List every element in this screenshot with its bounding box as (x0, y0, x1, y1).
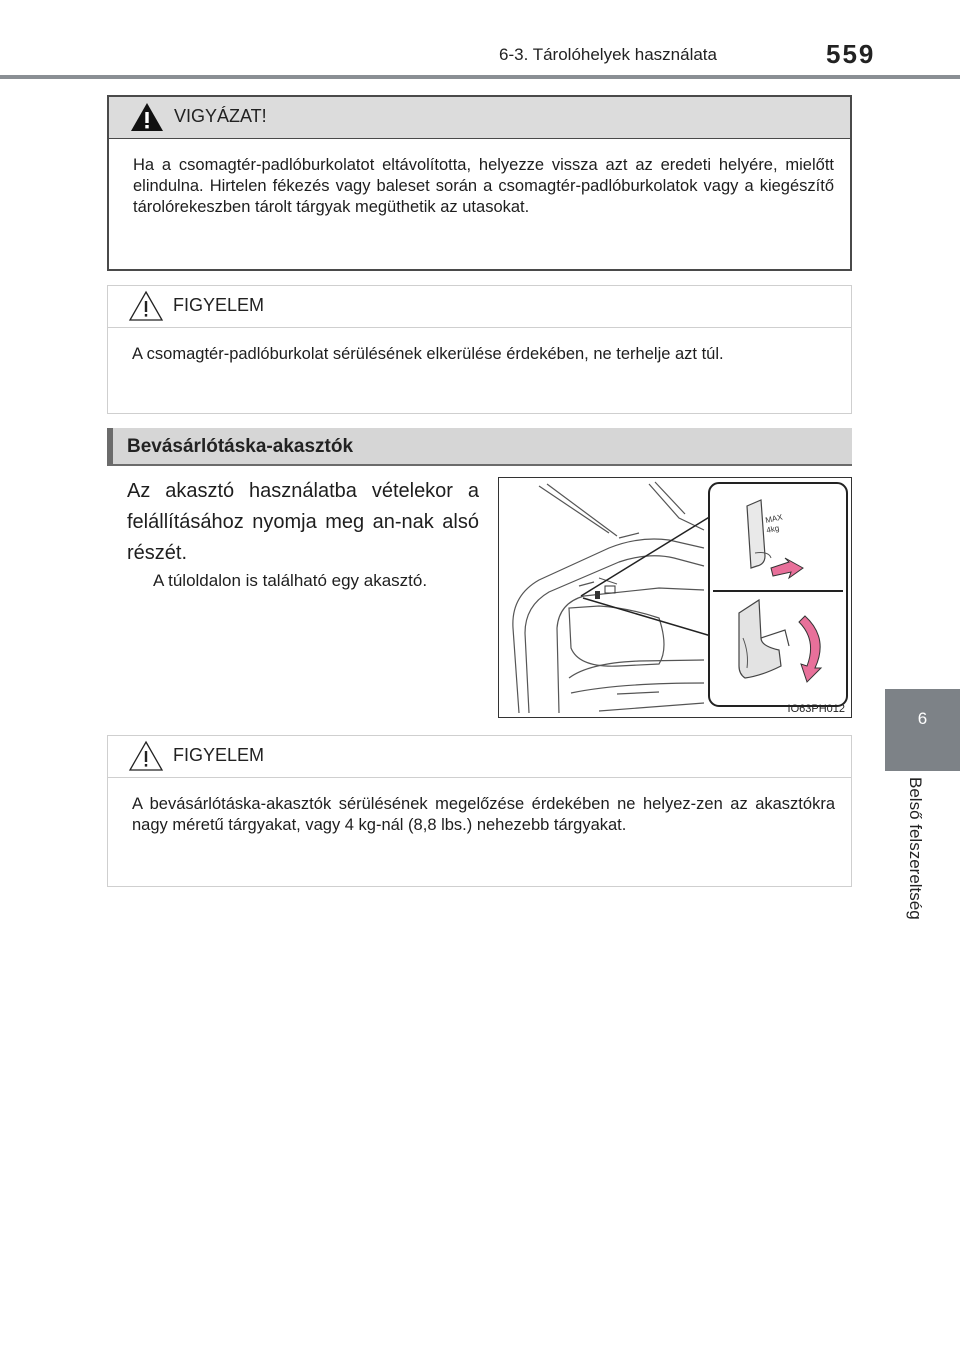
notice-box-1-header (108, 286, 851, 328)
section-heading-bar (107, 428, 852, 466)
chapter-tab[interactable] (885, 689, 960, 771)
warning-text: Ha a csomagtér-padlóburkolatot eltávolította, helyezze vissza azt az eredeti helyére, mielőtt elindulna. Hirtelen fékezés vagy baleset során a csomagtér-padlóburkolatok vagy a kiegészítő tárolórekeszben tárolt tárgyak megüthetik az utasokat. (133, 156, 834, 216)
header-rule (0, 75, 960, 79)
notice-2-title: FIGYELEM (173, 745, 265, 765)
section-heading: Bevásárlótáska-akasztók (127, 436, 354, 457)
notice-box-2 (107, 735, 852, 887)
chapter-title: Belső felszereltség (906, 777, 925, 920)
trunk-drawing (499, 478, 851, 717)
notice-2-text: A bevásárlótáska-akasztók sérülésének megelőzése érdekében ne helyez-zen az akasztókra nagy méretű tárgyakat, vagy 4 kg-nál (8,8 lbs.) nehezebb tárgyakat. (132, 795, 835, 834)
chapter-number: 6 (917, 709, 928, 728)
warning-title: VIGYÁZAT! (174, 106, 267, 126)
page-number: 559 (826, 39, 876, 69)
notice-1-title: FIGYELEM (173, 295, 265, 315)
notice-triangle-icon (128, 740, 164, 772)
main-instruction-text: Az akasztó használatba vételekor a felállításához nyomja meg an-nak alsó részét. (127, 480, 479, 564)
weight-label: 4kg (765, 523, 781, 535)
figure-code: IO63PH012 (787, 703, 845, 715)
notice-box-2-header (108, 736, 851, 778)
sub-note-text: A túloldalon is található egy akasztó. (153, 571, 428, 590)
max-label: MAX (764, 512, 784, 525)
notice-box-1 (107, 285, 852, 414)
header-section-title: 6-3. Tárolóhelyek használata (499, 45, 717, 64)
notice-1-text: A csomagtér-padlóburkolat sérülésének elkerülése érdekében, ne terhelje azt túl. (132, 345, 724, 363)
warning-triangle-icon (129, 101, 165, 133)
chapter-title-vertical (905, 777, 929, 997)
hook-illustration (498, 477, 852, 718)
warning-box-header (109, 97, 850, 139)
notice-triangle-icon (128, 290, 164, 322)
warning-box (107, 95, 852, 271)
